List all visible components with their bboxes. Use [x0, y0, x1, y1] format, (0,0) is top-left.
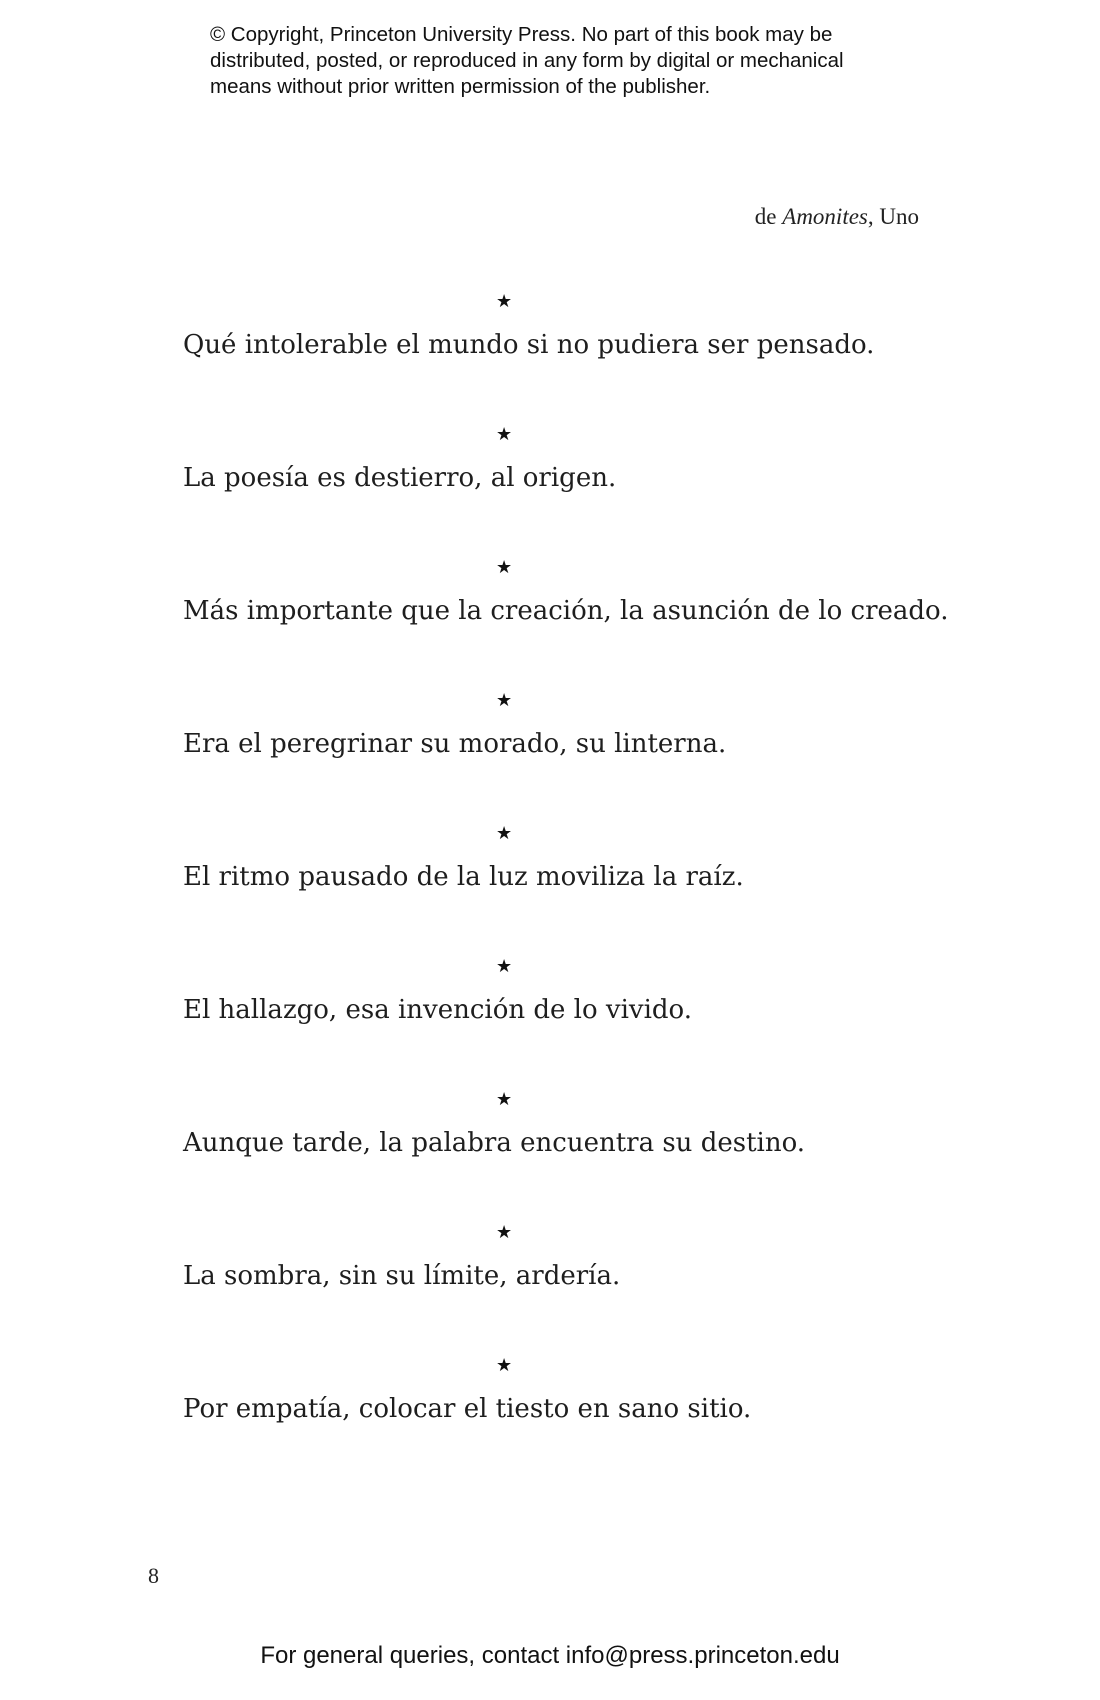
copyright-notice — [210, 22, 930, 100]
aphorism-text: Más importante que la creación, la asunción de lo creado. — [183, 596, 949, 626]
source-suffix: , Uno — [867, 204, 919, 229]
source-attribution — [755, 204, 919, 230]
aphorism-text: El hallazgo, esa invención de lo vivido. — [183, 995, 693, 1025]
copyright-line: distributed, posted, or reproduced in any form by digital or mechanical — [210, 49, 844, 72]
aphorism-list — [183, 291, 949, 1489]
aphorism-item — [183, 1223, 943, 1356]
aphorism-text: Aunque tarde, la palabra encuentra su destino. — [183, 1128, 806, 1158]
star-separator-icon: ★ — [496, 291, 513, 312]
star-separator-icon: ★ — [496, 1355, 513, 1376]
footer-contact: For general queries, contact info@press.princeton.edu — [260, 1642, 840, 1669]
aphorism-item — [183, 1356, 943, 1489]
page-number: 8 — [148, 1563, 159, 1588]
aphorism-text: Qué intolerable el mundo si no pudiera ser pensado. — [183, 330, 875, 360]
source-title: Amonites — [782, 204, 868, 229]
aphorism-item — [183, 824, 943, 957]
aphorism-text: La poesía es destierro, al origen. — [183, 463, 617, 493]
copyright-line: © Copyright, Princeton University Press. No part of this book may be — [210, 23, 833, 46]
star-separator-icon: ★ — [496, 1222, 513, 1243]
aphorism-item — [183, 691, 943, 824]
aphorism-text: El ritmo pausado de la luz moviliza la raíz. — [183, 862, 744, 892]
star-separator-icon: ★ — [496, 557, 513, 578]
star-separator-icon: ★ — [496, 424, 513, 445]
source-prefix: de — [754, 204, 783, 229]
aphorism-text: Era el peregrinar su morado, su linterna. — [183, 729, 727, 759]
aphorism-item — [183, 557, 949, 691]
aphorism-item — [183, 292, 943, 425]
aphorism-item — [183, 425, 943, 558]
star-separator-icon: ★ — [496, 956, 513, 977]
star-separator-icon: ★ — [496, 823, 513, 844]
copyright-line: means without prior written permission of the publisher. — [210, 75, 711, 98]
aphorism-text: Por empatía, colocar el tiesto en sano sitio. — [183, 1394, 752, 1424]
star-separator-icon: ★ — [496, 690, 513, 711]
aphorism-item — [183, 1090, 943, 1223]
aphorism-item — [183, 957, 943, 1090]
aphorism-text: La sombra, sin su límite, ardería. — [183, 1261, 621, 1291]
star-separator-icon: ★ — [496, 1089, 513, 1110]
